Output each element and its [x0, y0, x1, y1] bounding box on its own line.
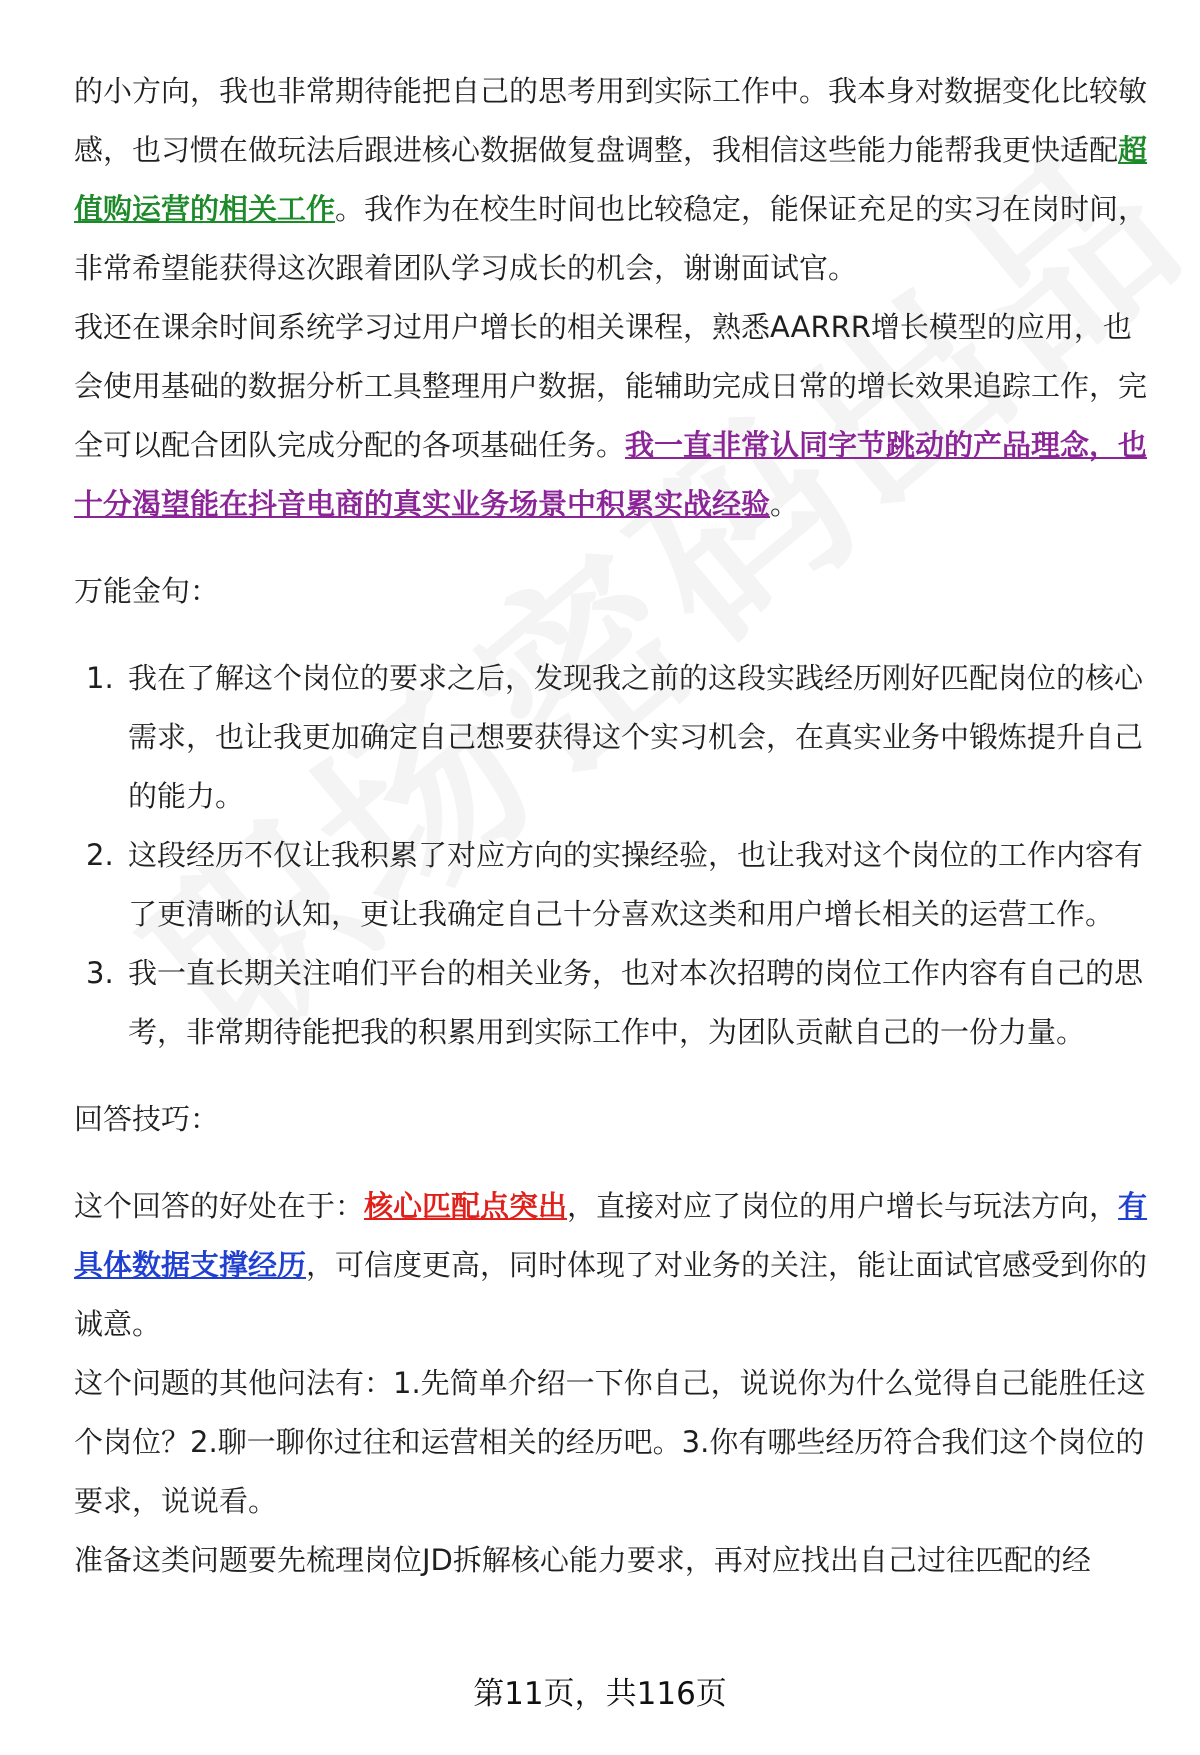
list-number: 1. — [86, 661, 114, 695]
paragraph-text: ，直接对应了岗位的用户增长与玩法方向， — [567, 1189, 1119, 1223]
section-heading-answer-tips: 回答技巧： — [74, 1102, 220, 1136]
paragraph-text: 的小方向，我也非常期待能把自己的思考用到实际工作中。我本身对数据变化比较敏感，也习惯在做玩法后跟进核心数据做复盘调整，我相信这些能力能帮我更快适配 — [74, 74, 1148, 167]
paragraph-text: 这个回答的好处在于： — [74, 1189, 365, 1223]
paragraph-text: 我还在课余时间系统学习过用户增长的相关课程，熟悉AARRR增长模型的应用，也会使用基础的数据分析工具整理用户数据，能辅助完成日常的增长效果追踪工作，完全可以配合团队完成分配的各项基础任务。 — [74, 310, 1148, 462]
highlight-green: 超值购运营的相关工作 — [74, 133, 1148, 226]
paragraph-self-intro-end — [74, 62, 1154, 298]
page-number: 第11页，共116页 — [473, 1676, 727, 1712]
section-heading-golden-sentences: 万能金句： — [74, 574, 220, 608]
list-number: 2. — [86, 838, 114, 872]
document-body — [74, 62, 1154, 1590]
list-item — [74, 944, 1154, 1062]
paragraph-text: 。我作为在校生时间也比较稳定，能保证充足的实习在岗时间，非常希望能获得这次跟着团队学习成长的机会，谢谢面试官。 — [74, 192, 1148, 285]
list-item — [74, 649, 1154, 826]
paragraph-growth-course — [74, 298, 1154, 534]
highlight-purple: 我一直非常认同字节跳动的产品理念，也十分渴望能在抖音电商的真实业务场景中积累实战经验 — [74, 428, 1148, 521]
paragraph-answer-benefits — [74, 1177, 1154, 1354]
paragraph-text: ，可信度更高，同时体现了对业务的关注，能让面试官感受到你的诚意。 — [74, 1248, 1148, 1341]
highlight-blue: 有具体数据支撑经历 — [74, 1189, 1148, 1282]
golden-sentences-list — [74, 649, 1154, 1062]
list-item — [74, 826, 1154, 944]
paragraph-other-questions: 这个问题的其他问法有：1.先简单介绍一下你自己，说说你为什么觉得自己能胜任这个岗位？2.聊一聊你过往和运营相关的经历吧。3.你有哪些经历符合我们这个岗位的要求，说说看。 — [74, 1366, 1146, 1518]
highlight-red: 核心匹配点突出 — [364, 1189, 568, 1223]
list-text: 这段经历不仅让我积累了对应方向的实操经验，也让我对这个岗位的工作内容有了更清晰的认知，更让我确定自己十分喜欢这类和用户增长相关的运营工作。 — [128, 838, 1144, 931]
list-text: 我一直长期关注咱们平台的相关业务，也对本次招聘的岗位工作内容有自己的思考，非常期待能把我的积累用到实际工作中，为团队贡献自己的一份力量。 — [128, 956, 1144, 1049]
list-text: 我在了解这个岗位的要求之后，发现我之前的这段实践经历刚好匹配岗位的核心需求，也让我更加确定自己想要获得这个实习机会，在真实业务中锻炼提升自己的能力。 — [128, 661, 1144, 813]
paragraph-text: 。 — [770, 487, 800, 521]
list-number: 3. — [86, 956, 114, 990]
paragraph-preparation: 准备这类问题要先梳理岗位JD拆解核心能力要求，再对应找出自己过往匹配的经 — [74, 1543, 1091, 1577]
